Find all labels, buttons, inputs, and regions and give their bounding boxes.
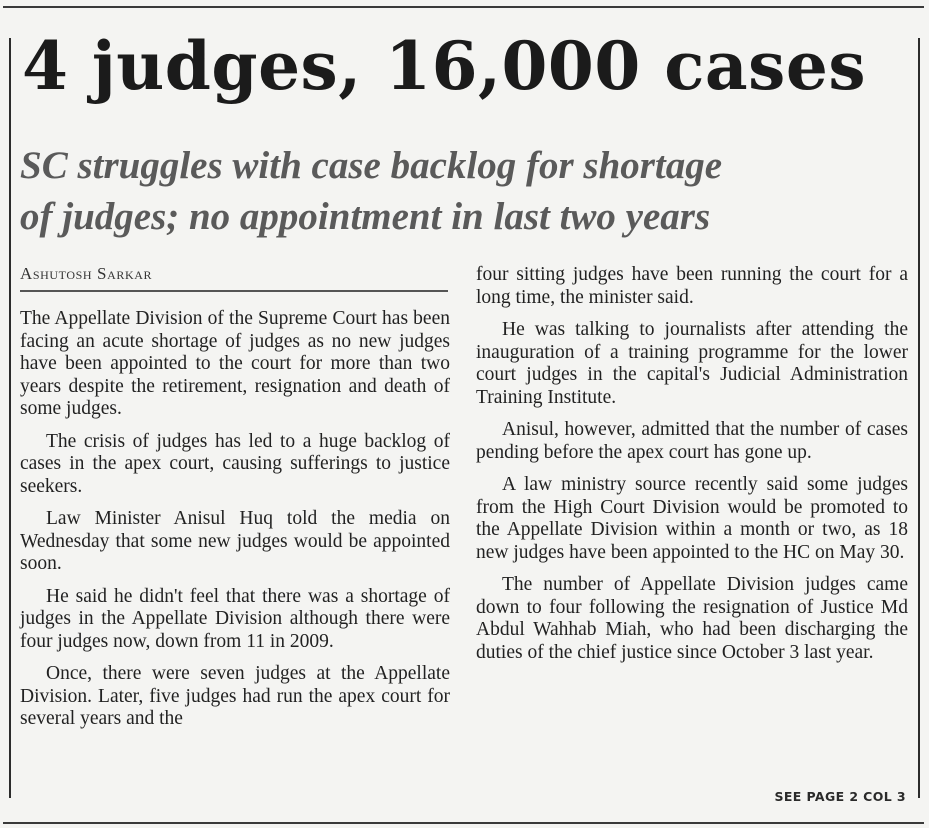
subheadline-line-2: of judges; no appointment in last two years <box>20 195 711 238</box>
paragraph: Anisul, however, admitted that the number of cases pending before the apex court has gone up. <box>476 419 908 463</box>
headline: 4 judges, 16,000 cases <box>22 27 866 105</box>
article-column-2 <box>476 264 908 674</box>
paragraph: He said he didn't feel that there was a shortage of judges in the Appellate Division although there were four judges now, down from 11 in 2009. <box>20 585 450 652</box>
paragraph: He was talking to journalists after attending the inauguration of a training programme for the lower court judges in the capital's Judicial Administration Training Institute. <box>476 319 908 408</box>
paragraph: four sitting judges have been running the court for a long time, the minister said. <box>476 264 908 308</box>
subheadline-line-1: SC struggles with case backlog for shortage <box>20 144 723 187</box>
subheadline <box>20 140 900 242</box>
byline: Ashutosh Sarkar <box>20 264 448 292</box>
continuation-jump: SEE PAGE 2 COL 3 <box>774 789 906 804</box>
paragraph: The Appellate Division of the Supreme Court has been facing an acute shortage of judges as no new judges have been appointed to the court for more than two years despite the retirement, resignation and death of some judges. <box>20 308 450 419</box>
paragraph: A law ministry source recently said some judges from the High Court Division would be promoted to the Appellate Division within a month or two, as 18 new judges have been appointed to the HC on May 30. <box>476 474 908 563</box>
article-column-1 <box>20 308 450 741</box>
left-rule <box>9 38 11 798</box>
right-rule <box>918 38 920 798</box>
paragraph: The number of Appellate Division judges came down to four following the resignation of Justice Md Abdul Wahhab Miah, who had been discharging the duties of the chief justice since October 3 last year. <box>476 574 908 663</box>
paragraph: Once, there were seven judges at the Appellate Division. Later, five judges had run the apex court for several years and the <box>20 663 450 729</box>
paragraph: Law Minister Anisul Huq told the media on Wednesday that some new judges would be appointed soon. <box>20 508 450 574</box>
paragraph: The crisis of judges has led to a huge backlog of cases in the apex court, causing sufferings to justice seekers. <box>20 430 450 497</box>
